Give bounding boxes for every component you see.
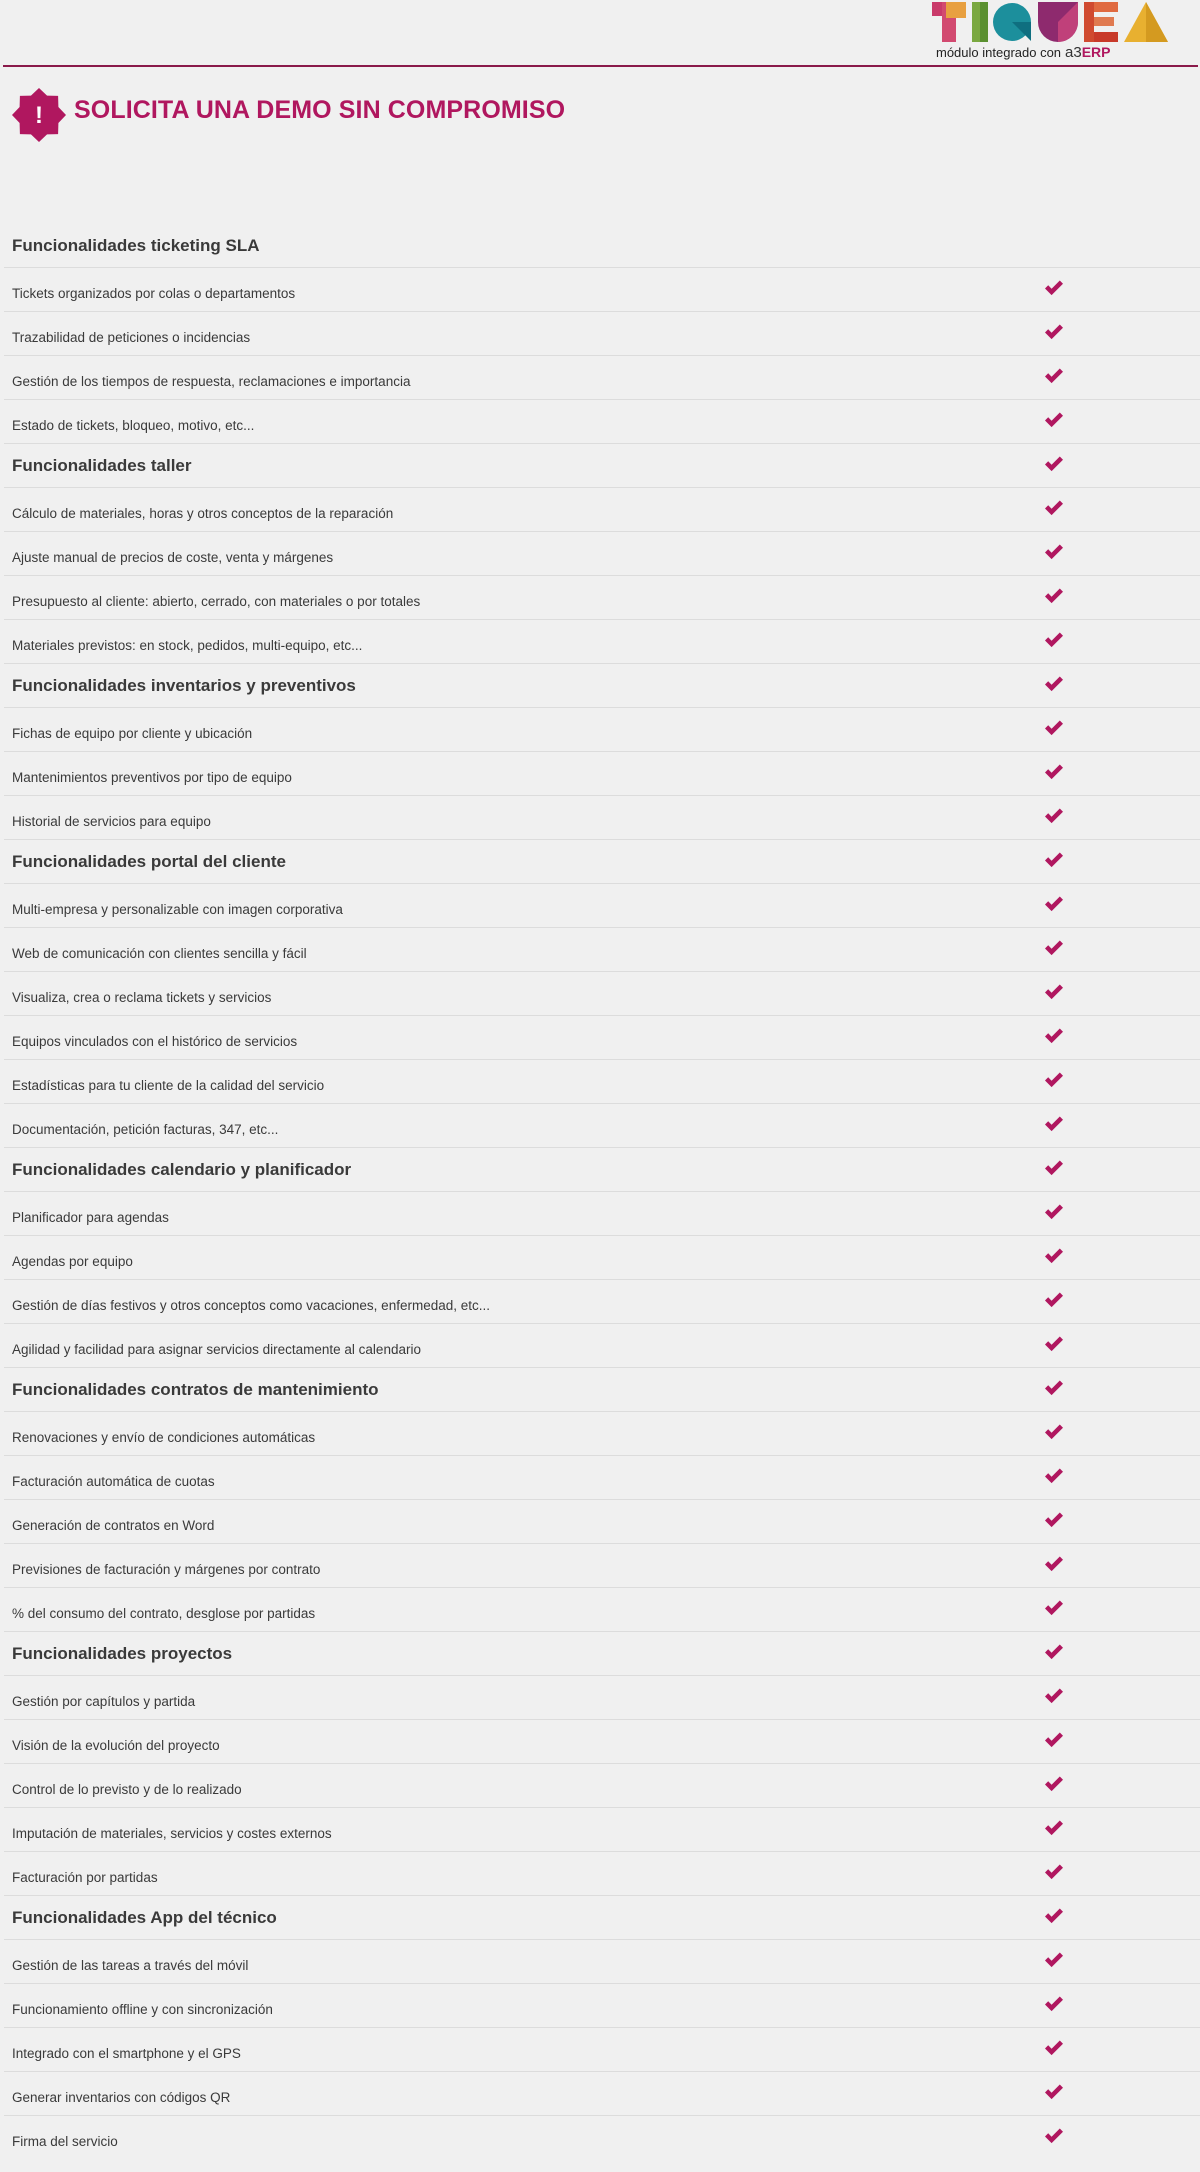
section-title: Funcionalidades portal del cliente bbox=[12, 852, 286, 871]
request-demo-link[interactable] bbox=[10, 86, 565, 144]
checkmark-icon bbox=[1044, 1072, 1064, 1088]
feature-label: Mantenimientos preventivos por tipo de equipo bbox=[12, 770, 292, 785]
checkmark-icon bbox=[1044, 984, 1064, 1000]
feature-label: Materiales previstos: en stock, pedidos, multi-equipo, etc... bbox=[12, 638, 363, 653]
feature-row bbox=[4, 575, 1200, 619]
feature-row bbox=[4, 1675, 1200, 1719]
section-header-row bbox=[4, 1895, 1200, 1939]
section-title: Funcionalidades inventarios y preventivos bbox=[12, 676, 356, 695]
feature-label: Previsiones de facturación y márgenes por contrato bbox=[12, 1562, 321, 1577]
checkmark-icon bbox=[1044, 1380, 1064, 1396]
feature-row bbox=[4, 1323, 1200, 1367]
checkmark-icon bbox=[1044, 1160, 1064, 1176]
checkmark-icon bbox=[1044, 1820, 1064, 1836]
checkmark-icon bbox=[1044, 1512, 1064, 1528]
feature-label: Renovaciones y envío de condiciones automáticas bbox=[12, 1430, 316, 1445]
feature-label: Integrado con el smartphone y el GPS bbox=[12, 2046, 241, 2061]
feature-row bbox=[4, 487, 1200, 531]
section-header-row bbox=[4, 1367, 1200, 1411]
checkmark-icon bbox=[1044, 280, 1064, 296]
feature-row bbox=[4, 531, 1200, 575]
feature-label: Facturación automática de cuotas bbox=[12, 1474, 215, 1489]
section-title: Funcionalidades proyectos bbox=[12, 1644, 233, 1663]
feature-row bbox=[4, 927, 1200, 971]
section-header-row bbox=[4, 223, 1200, 267]
tiquea-logo[interactable] bbox=[932, 0, 1184, 64]
feature-row bbox=[4, 1763, 1200, 1807]
feature-label: Estado de tickets, bloqueo, motivo, etc... bbox=[12, 418, 255, 433]
feature-row bbox=[4, 883, 1200, 927]
alert-badge-symbol: ! bbox=[35, 102, 43, 129]
feature-label: Gestión de los tiempos de respuesta, reclamaciones e importancia bbox=[12, 374, 411, 389]
checkmark-icon bbox=[1044, 1116, 1064, 1132]
checkmark-icon bbox=[1044, 852, 1064, 868]
feature-row bbox=[4, 1719, 1200, 1763]
section-header-row bbox=[4, 1631, 1200, 1675]
checkmark-icon bbox=[1044, 324, 1064, 340]
logo-caption bbox=[936, 44, 1111, 61]
checkmark-icon bbox=[1044, 500, 1064, 516]
section-title: Funcionalidades App del técnico bbox=[12, 1908, 277, 1927]
feature-label: Cálculo de materiales, horas y otros conceptos de la reparación bbox=[12, 506, 394, 521]
section-header-row bbox=[4, 443, 1200, 487]
tiquea-logo-graphic bbox=[932, 0, 1184, 42]
checkmark-icon bbox=[1044, 588, 1064, 604]
section-title: Funcionalidades calendario y planificador bbox=[12, 1160, 352, 1179]
feature-row bbox=[4, 2027, 1200, 2071]
feature-row bbox=[4, 1587, 1200, 1631]
checkmark-icon bbox=[1044, 1908, 1064, 1924]
checkmark-icon bbox=[1044, 1336, 1064, 1352]
section-title: Funcionalidades contratos de mantenimiento bbox=[12, 1380, 379, 1399]
feature-row bbox=[4, 1807, 1200, 1851]
feature-row bbox=[4, 1059, 1200, 1103]
checkmark-icon bbox=[1044, 544, 1064, 560]
section-title: Funcionalidades ticketing SLA bbox=[12, 236, 260, 255]
feature-row bbox=[4, 1103, 1200, 1147]
feature-label: Agendas por equipo bbox=[12, 1254, 133, 1269]
feature-row bbox=[4, 971, 1200, 1015]
checkmark-icon bbox=[1044, 1732, 1064, 1748]
logo-caption-text: módulo integrado con bbox=[936, 45, 1062, 60]
checkmark-icon bbox=[1044, 412, 1064, 428]
feature-row bbox=[4, 619, 1200, 663]
feature-label: Funcionamiento offline y con sincronización bbox=[12, 2002, 273, 2017]
feature-label: Trazabilidad de peticiones o incidencias bbox=[12, 330, 251, 345]
checkmark-icon bbox=[1044, 764, 1064, 780]
feature-row bbox=[4, 751, 1200, 795]
checkmark-icon bbox=[1044, 456, 1064, 472]
feature-label: Control de lo previsto y de lo realizado bbox=[12, 1782, 242, 1797]
checkmark-icon bbox=[1044, 1204, 1064, 1220]
checkmark-icon bbox=[1044, 1600, 1064, 1616]
section-header-row bbox=[4, 663, 1200, 707]
feature-row bbox=[4, 1939, 1200, 1983]
checkmark-icon bbox=[1044, 1556, 1064, 1572]
feature-row bbox=[4, 267, 1200, 311]
feature-label: Presupuesto al cliente: abierto, cerrado, con materiales o por totales bbox=[12, 594, 421, 609]
feature-label: Tickets organizados por colas o departamentos bbox=[12, 286, 296, 301]
feature-row bbox=[4, 1279, 1200, 1323]
checkmark-icon bbox=[1044, 1028, 1064, 1044]
feature-row bbox=[4, 795, 1200, 839]
feature-row bbox=[4, 1015, 1200, 1059]
feature-label: Estadísticas para tu cliente de la calidad del servicio bbox=[12, 1078, 325, 1093]
feature-row bbox=[4, 1411, 1200, 1455]
checkmark-icon bbox=[1044, 1424, 1064, 1440]
feature-label: Historial de servicios para equipo bbox=[12, 814, 211, 829]
feature-label: Planificador para agendas bbox=[12, 1210, 169, 1225]
request-demo-label: SOLICITA UNA DEMO SIN COMPROMISO bbox=[74, 95, 566, 124]
checkmark-icon bbox=[1044, 808, 1064, 824]
checkmark-icon bbox=[1044, 1292, 1064, 1308]
feature-row bbox=[4, 1499, 1200, 1543]
checkmark-icon bbox=[1044, 632, 1064, 648]
feature-label: Firma del servicio bbox=[12, 2134, 118, 2149]
feature-label: Equipos vinculados con el histórico de servicios bbox=[12, 1034, 298, 1049]
feature-label: Imputación de materiales, servicios y costes externos bbox=[12, 1826, 332, 1841]
a3-brand-prefix: a3 bbox=[1065, 44, 1082, 61]
feature-row bbox=[4, 2071, 1200, 2115]
feature-label: Gestión de las tareas a través del móvil bbox=[12, 1958, 249, 1973]
feature-row bbox=[4, 1543, 1200, 1587]
checkmark-icon bbox=[1044, 1776, 1064, 1792]
checkmark-icon bbox=[1044, 368, 1064, 384]
section-title: Funcionalidades taller bbox=[12, 456, 192, 475]
feature-row bbox=[4, 399, 1200, 443]
feature-row bbox=[4, 1235, 1200, 1279]
feature-label: % del consumo del contrato, desglose por partidas bbox=[12, 1606, 316, 1621]
feature-row bbox=[4, 1983, 1200, 2027]
checkmark-icon bbox=[1044, 1644, 1064, 1660]
feature-row bbox=[4, 1455, 1200, 1499]
feature-row bbox=[4, 1191, 1200, 1235]
section-header-row bbox=[4, 839, 1200, 883]
feature-label: Generar inventarios con códigos QR bbox=[12, 2090, 231, 2105]
erp-brand-suffix: ERP bbox=[1081, 44, 1111, 60]
header-divider bbox=[3, 65, 1198, 67]
checkmark-icon bbox=[1044, 940, 1064, 956]
checkmark-icon bbox=[1044, 1996, 1064, 2012]
checkmark-icon bbox=[1044, 1952, 1064, 1968]
checkmark-icon bbox=[1044, 1864, 1064, 1880]
feature-row bbox=[4, 1851, 1200, 1895]
checkmark-icon bbox=[1044, 1688, 1064, 1704]
feature-label: Fichas de equipo por cliente y ubicación bbox=[12, 726, 253, 741]
checkmark-icon bbox=[1044, 1248, 1064, 1264]
checkmark-icon bbox=[1044, 720, 1064, 736]
feature-label: Visión de la evolución del proyecto bbox=[12, 1738, 220, 1753]
feature-label: Documentación, petición facturas, 347, etc... bbox=[12, 1122, 279, 1137]
feature-label: Facturación por partidas bbox=[12, 1870, 158, 1885]
alert-badge-icon bbox=[10, 86, 68, 144]
checkmark-icon bbox=[1044, 676, 1064, 692]
checkmark-icon bbox=[1044, 2084, 1064, 2100]
feature-label: Gestión de días festivos y otros conceptos como vacaciones, enfermedad, etc... bbox=[12, 1298, 490, 1313]
checkmark-icon bbox=[1044, 2128, 1064, 2144]
feature-label: Agilidad y facilidad para asignar servicios directamente al calendario bbox=[12, 1342, 421, 1357]
checkmark-icon bbox=[1044, 2040, 1064, 2056]
checkmark-icon bbox=[1044, 896, 1064, 912]
feature-label: Gestión por capítulos y partida bbox=[12, 1694, 196, 1709]
feature-row bbox=[4, 355, 1200, 399]
section-header-row bbox=[4, 1147, 1200, 1191]
features-table bbox=[4, 223, 1200, 2159]
feature-label: Multi-empresa y personalizable con imagen corporativa bbox=[12, 902, 343, 917]
feature-label: Generación de contratos en Word bbox=[12, 1518, 215, 1533]
feature-label: Ajuste manual de precios de coste, venta y márgenes bbox=[12, 550, 334, 565]
checkmark-icon bbox=[1044, 1468, 1064, 1484]
feature-row bbox=[4, 311, 1200, 355]
feature-row bbox=[4, 2115, 1200, 2159]
feature-label: Web de comunicación con clientes sencilla y fácil bbox=[12, 946, 307, 961]
feature-row bbox=[4, 707, 1200, 751]
feature-label: Visualiza, crea o reclama tickets y servicios bbox=[12, 990, 272, 1005]
